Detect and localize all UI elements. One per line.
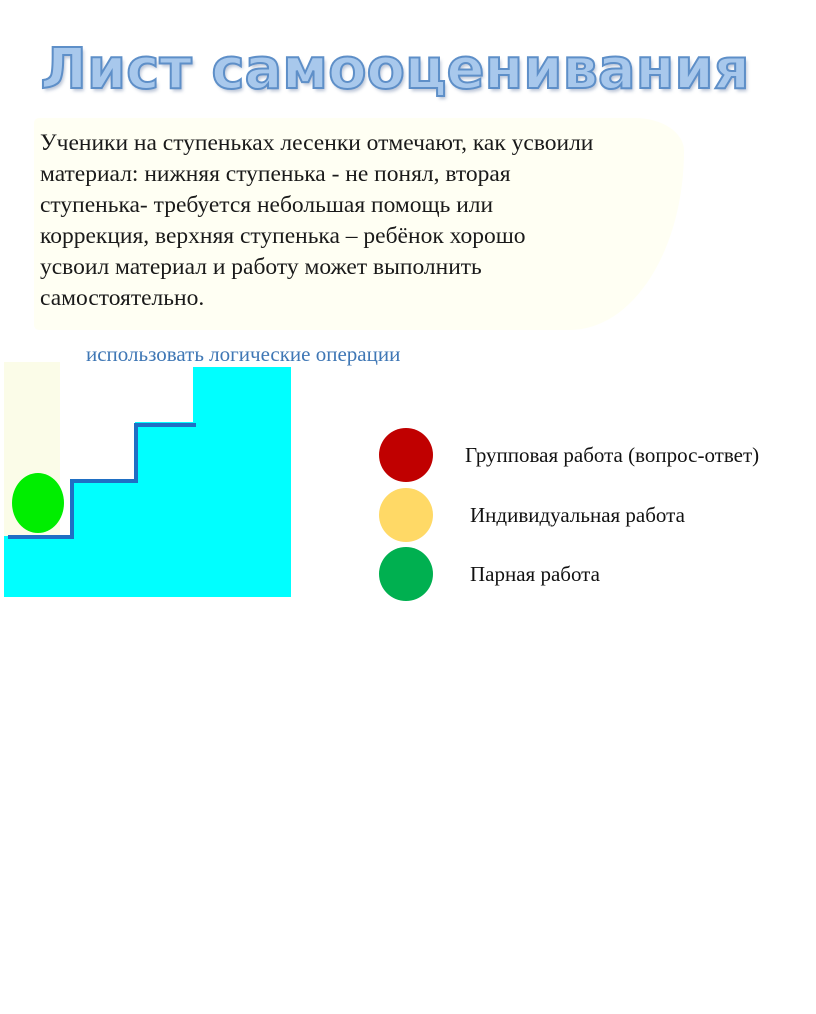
legend-label: Индивидуальная работа [470,502,685,527]
description-text [40,128,680,314]
legend-label: Парная работа [470,561,600,586]
student-marker [12,473,64,533]
subtitle-text: использовать логические операции [86,342,401,366]
description-line: усвоил материал и работу может выполнить [40,254,482,280]
legend-dot-red [379,428,433,482]
ladder-bottom-step [4,536,291,597]
page-title: Лист самооценивания [40,37,750,102]
description-line: самостоятельно. [40,285,205,311]
description-line: коррекция, верхняя ступенька – ребёнок хорошо [40,223,526,249]
legend-item-pair-work [379,547,600,601]
legend-label: Групповая работа (вопрос-ответ) [465,442,760,467]
ladder-illustration [0,362,300,607]
legend-item-individual-work [379,488,685,542]
legend-item-group-work [379,428,759,482]
description-line: материал: нижняя ступенька - не понял, вторая [40,161,511,187]
description-line: Ученики на ступеньках лесенки отмечают, как усвоили [40,130,594,156]
legend-dot-green [379,547,433,601]
legend-dot-yellow [379,488,433,542]
description-line: ступенька- требуется небольшая помощь или [40,192,494,218]
